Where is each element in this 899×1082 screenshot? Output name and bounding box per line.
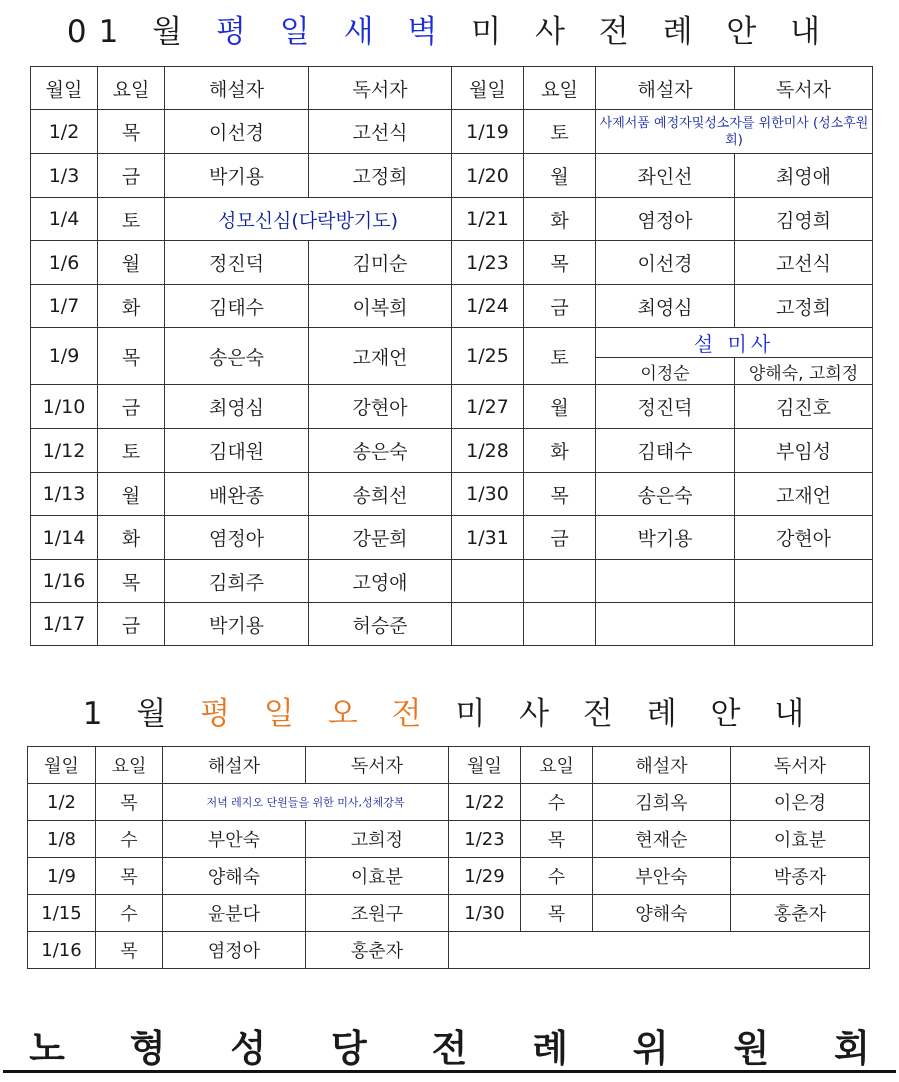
narrator-cell: 정진덕 (165, 241, 309, 285)
narrator-cell: 부안숙 (163, 821, 306, 858)
column-header: 요일 (524, 67, 596, 110)
column-header: 월일 (452, 67, 524, 110)
narrator-cell: 양해숙 (593, 895, 731, 932)
weekday-cell: 화 (524, 198, 596, 241)
date-cell: 1/31 (452, 516, 524, 560)
date-cell: 1/15 (28, 895, 96, 932)
morning-mass-schedule-table (27, 746, 870, 969)
reader-cell: 홍춘자 (306, 932, 449, 969)
date-cell: 1/2 (28, 784, 96, 821)
date-cell: 1/16 (31, 560, 98, 603)
narrator-cell: 배완종 (165, 473, 309, 516)
title-highlight: 평 일 새 벽 (215, 14, 472, 50)
empty-cell (449, 932, 870, 969)
table-row (31, 285, 873, 328)
date-cell: 1/29 (449, 858, 521, 895)
reader-cell: 이효분 (731, 821, 870, 858)
footer-text: 노 형 성 당 전 례 위 원 회 (3, 1027, 896, 1073)
column-header: 해설자 (165, 67, 309, 110)
reader-cell: 이은경 (731, 784, 870, 821)
table-row (28, 858, 870, 895)
special-note-cell: 저녁 레지오 단원들을 위한 미사,성체강복 (163, 784, 449, 821)
reader-cell: 조원구 (306, 895, 449, 932)
narrator-cell: 염정아 (165, 516, 309, 560)
empty-cell (452, 603, 524, 646)
column-header: 요일 (96, 747, 163, 784)
narrator-cell: 송은숙 (596, 473, 735, 516)
weekday-cell: 목 (98, 560, 165, 603)
narrator-cell: 최영심 (596, 285, 735, 328)
reader-cell: 이복희 (309, 285, 452, 328)
narrator-cell: 현재순 (593, 821, 731, 858)
narrator-cell: 염정아 (596, 198, 735, 241)
narrator-cell: 김대원 (165, 429, 309, 473)
narrator-cell: 박기용 (596, 516, 735, 560)
table-row (31, 385, 873, 429)
date-cell: 1/24 (452, 285, 524, 328)
weekday-cell: 월 (98, 473, 165, 516)
weekday-cell: 금 (98, 154, 165, 198)
table-row (31, 198, 873, 241)
page-title-dawn-mass (0, 6, 899, 51)
narrator-cell: 김태수 (165, 285, 309, 328)
narrator-cell: 양해숙 (163, 858, 306, 895)
table-row (31, 603, 873, 646)
column-header: 독서자 (731, 747, 870, 784)
narrator-cell: 김태수 (596, 429, 735, 473)
narrator-cell: 이선경 (165, 110, 309, 154)
date-cell: 1/13 (31, 473, 98, 516)
date-cell: 1/17 (31, 603, 98, 646)
narrator-cell: 최영심 (165, 385, 309, 429)
column-header: 독서자 (306, 747, 449, 784)
date-cell: 1/19 (452, 110, 524, 154)
footer-committee-name (0, 1018, 899, 1072)
weekday-cell: 화 (98, 516, 165, 560)
reader-cell: 김진호 (735, 385, 873, 429)
reader-cell: 고재언 (309, 328, 452, 385)
column-header: 월일 (31, 67, 98, 110)
reader-cell: 고선식 (309, 110, 452, 154)
reader-cell: 김미순 (309, 241, 452, 285)
narrator-cell: 좌인선 (596, 154, 735, 198)
table-row (28, 784, 870, 821)
weekday-cell: 금 (524, 285, 596, 328)
empty-cell (524, 560, 596, 603)
column-header: 요일 (98, 67, 165, 110)
weekday-cell: 금 (524, 516, 596, 560)
date-cell: 1/4 (31, 198, 98, 241)
column-header: 해설자 (163, 747, 306, 784)
reader-cell: 강현아 (735, 516, 873, 560)
title-highlight: 평 일 오 전 (200, 696, 456, 732)
date-cell: 1/10 (31, 385, 98, 429)
narrator-cell: 송은숙 (165, 328, 309, 385)
special-note-cell: 성모신심(다락방기도) (165, 198, 452, 241)
date-cell: 1/22 (449, 784, 521, 821)
date-cell: 1/8 (28, 821, 96, 858)
weekday-cell: 목 (98, 110, 165, 154)
narrator-cell: 김희옥 (593, 784, 731, 821)
weekday-cell: 수 (96, 895, 163, 932)
title-month: 01 월 (66, 14, 216, 50)
weekday-cell: 수 (521, 858, 593, 895)
reader-cell: 최영애 (735, 154, 873, 198)
weekday-cell: 토 (524, 328, 596, 385)
reader-cell: 고선식 (735, 241, 873, 285)
narrator-cell: 박기용 (165, 154, 309, 198)
table-row (31, 473, 873, 516)
weekday-cell: 목 (96, 784, 163, 821)
special-note-cell: 사제서품 예정자및성소자를 위한미사 (성소후원회) (596, 110, 873, 154)
weekday-cell: 금 (98, 385, 165, 429)
reader-cell: 고정희 (735, 285, 873, 328)
narrator-cell: 박기용 (165, 603, 309, 646)
date-cell: 1/9 (28, 858, 96, 895)
weekday-cell: 목 (98, 328, 165, 385)
date-cell: 1/25 (452, 328, 524, 385)
empty-cell (735, 603, 873, 646)
empty-cell (735, 560, 873, 603)
empty-cell (596, 603, 735, 646)
weekday-cell: 목 (524, 241, 596, 285)
title-rest: 미 사 전 례 안 내 (455, 696, 817, 732)
date-cell: 1/2 (31, 110, 98, 154)
reader-cell: 양해숙, 고희정 (735, 358, 873, 385)
date-cell: 1/14 (31, 516, 98, 560)
narrator-cell: 이선경 (596, 241, 735, 285)
weekday-cell: 월 (524, 154, 596, 198)
weekday-cell: 목 (524, 473, 596, 516)
narrator-cell: 부안숙 (593, 858, 731, 895)
date-cell: 1/21 (452, 198, 524, 241)
table-row (31, 154, 873, 198)
reader-cell: 김영희 (735, 198, 873, 241)
reader-cell: 부임성 (735, 429, 873, 473)
reader-cell: 송희선 (309, 473, 452, 516)
date-cell: 1/20 (452, 154, 524, 198)
reader-cell: 홍춘자 (731, 895, 870, 932)
narrator-cell: 이정순 (596, 358, 735, 385)
column-header: 월일 (449, 747, 521, 784)
date-cell: 1/6 (31, 241, 98, 285)
title-month: 1 월 (82, 696, 201, 732)
narrator-cell: 염정아 (163, 932, 306, 969)
table-row (28, 932, 870, 969)
empty-cell (524, 603, 596, 646)
table-row (31, 241, 873, 285)
empty-cell (452, 560, 524, 603)
header-row (31, 67, 873, 110)
date-cell: 1/30 (449, 895, 521, 932)
weekday-cell: 목 (96, 932, 163, 969)
date-cell: 1/3 (31, 154, 98, 198)
weekday-cell: 목 (96, 858, 163, 895)
narrator-cell: 정진덕 (596, 385, 735, 429)
weekday-cell: 수 (521, 784, 593, 821)
weekday-cell: 목 (521, 821, 593, 858)
column-header: 독서자 (735, 67, 873, 110)
reader-cell: 고정희 (309, 154, 452, 198)
reader-cell: 고재언 (735, 473, 873, 516)
weekday-cell: 화 (524, 429, 596, 473)
table-row (31, 516, 873, 560)
column-header: 독서자 (309, 67, 452, 110)
date-cell: 1/30 (452, 473, 524, 516)
weekday-cell: 목 (521, 895, 593, 932)
table-row (28, 821, 870, 858)
title-rest: 미 사 전 례 안 내 (471, 14, 833, 50)
column-header: 해설자 (596, 67, 735, 110)
reader-cell: 이효분 (306, 858, 449, 895)
column-header: 해설자 (593, 747, 731, 784)
reader-cell: 송은숙 (309, 429, 452, 473)
reader-cell: 고영애 (309, 560, 452, 603)
date-cell: 1/9 (31, 328, 98, 385)
weekday-cell: 월 (524, 385, 596, 429)
reader-cell: 고희정 (306, 821, 449, 858)
weekday-cell: 토 (98, 429, 165, 473)
date-cell: 1/16 (28, 932, 96, 969)
table-row (31, 328, 873, 358)
page-title-morning-mass (0, 688, 899, 733)
table-row (28, 895, 870, 932)
date-cell: 1/28 (452, 429, 524, 473)
reader-cell: 강현아 (309, 385, 452, 429)
weekday-cell: 토 (524, 110, 596, 154)
table-row (31, 110, 873, 154)
reader-cell: 강문희 (309, 516, 452, 560)
empty-cell (596, 560, 735, 603)
date-cell: 1/27 (452, 385, 524, 429)
date-cell: 1/23 (452, 241, 524, 285)
dawn-mass-schedule-table (30, 66, 873, 646)
weekday-cell: 금 (98, 603, 165, 646)
date-cell: 1/12 (31, 429, 98, 473)
narrator-cell: 김희주 (165, 560, 309, 603)
table-row (31, 560, 873, 603)
weekday-cell: 월 (98, 241, 165, 285)
column-header: 월일 (28, 747, 96, 784)
table-row (31, 429, 873, 473)
reader-cell: 박종자 (731, 858, 870, 895)
weekday-cell: 수 (96, 821, 163, 858)
column-header: 요일 (521, 747, 593, 784)
special-mass-title: 설 미사 (596, 328, 873, 358)
reader-cell: 허승준 (309, 603, 452, 646)
weekday-cell: 화 (98, 285, 165, 328)
narrator-cell: 윤분다 (163, 895, 306, 932)
date-cell: 1/7 (31, 285, 98, 328)
date-cell: 1/23 (449, 821, 521, 858)
header-row (28, 747, 870, 784)
weekday-cell: 토 (98, 198, 165, 241)
